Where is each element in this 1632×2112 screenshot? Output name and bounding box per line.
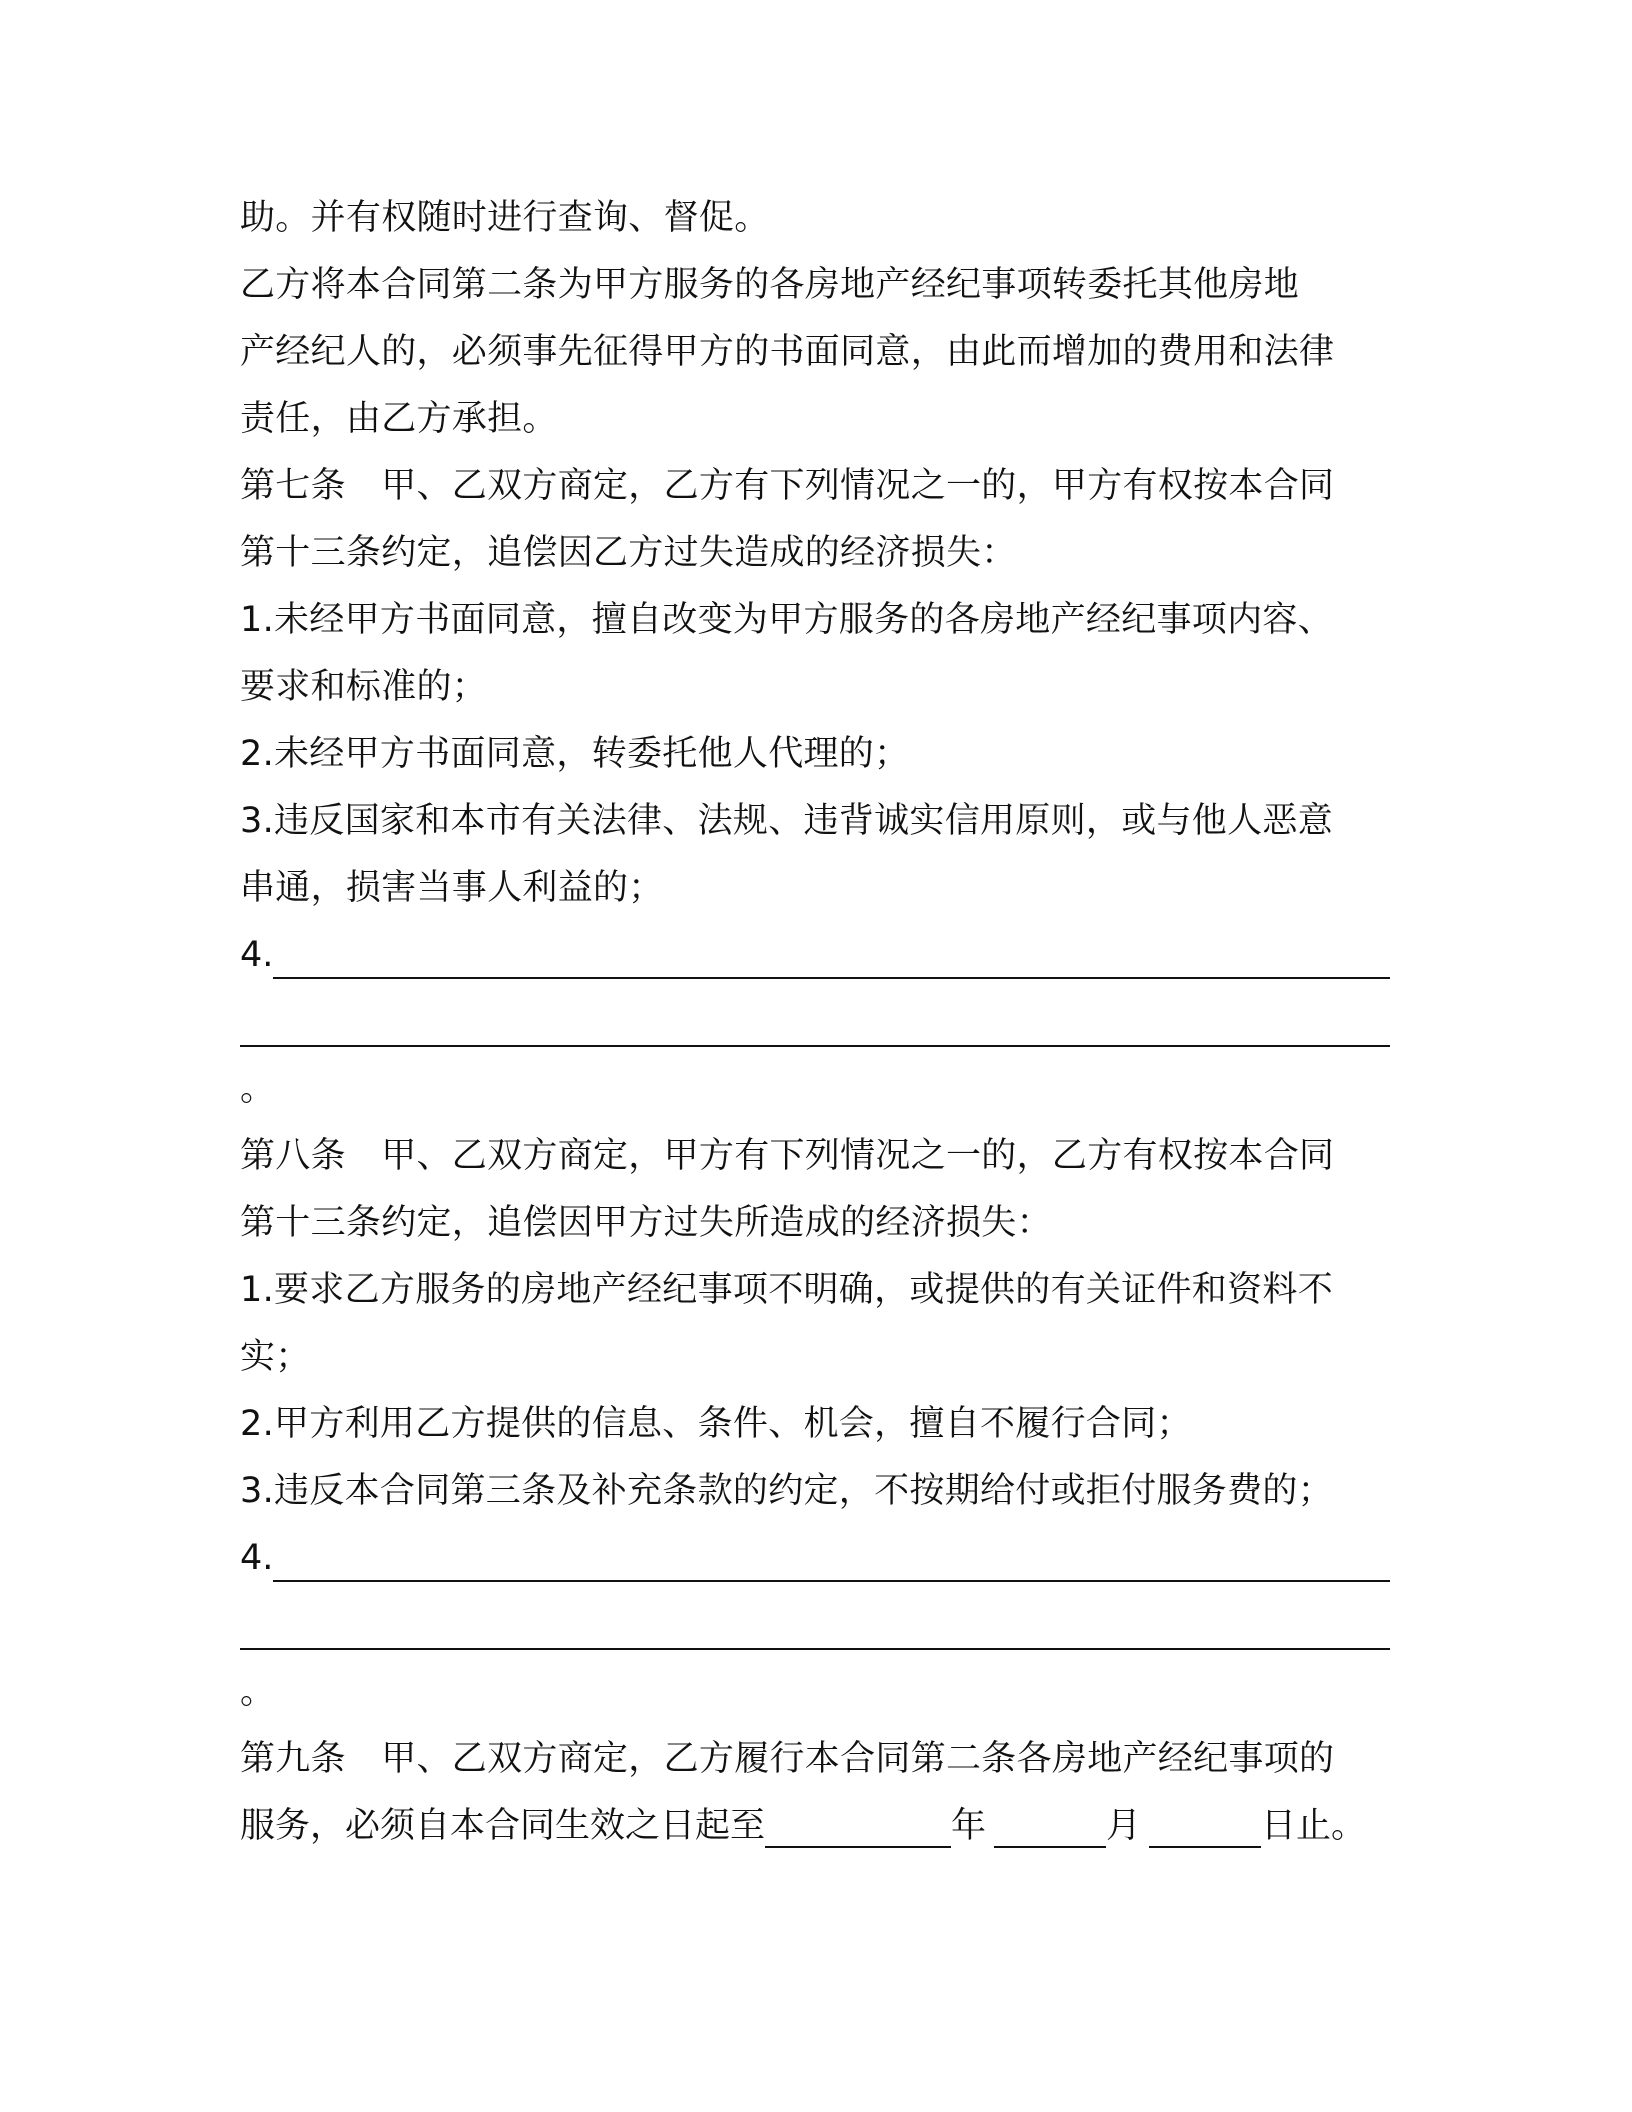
article-7-item-1: 1.未经甲方书面同意，擅自改变为甲方服务的各房地产经纪事项内容、 bbox=[240, 600, 1333, 640]
blank-underline bbox=[240, 1648, 1390, 1650]
paragraph-line: 第十三条约定，追偿因甲方过失所造成的经济损失： bbox=[240, 1203, 1052, 1243]
year-label: 年 bbox=[951, 1806, 987, 1846]
day-suffix: 日止。 bbox=[1261, 1806, 1367, 1846]
day-blank[interactable] bbox=[1149, 1846, 1261, 1848]
fill-in-blank-line[interactable] bbox=[273, 977, 1390, 979]
paragraph-line: 助。并有权随时进行查询、督促。 bbox=[240, 198, 770, 238]
paragraph-line: 责任，由乙方承担。 bbox=[240, 399, 558, 439]
end-mark: 。 bbox=[240, 1672, 276, 1712]
blank-underline bbox=[240, 1045, 1390, 1047]
article-7-item-3: 3.违反国家和本市有关法律、法规、违背诚实信用原则，或与他人恶意 bbox=[240, 801, 1333, 841]
month-blank[interactable] bbox=[994, 1846, 1106, 1848]
year-blank[interactable] bbox=[765, 1846, 951, 1848]
paragraph-line: 乙方将本合同第二条为甲方服务的各房地产经纪事项转委托其他房地 bbox=[240, 265, 1300, 305]
fill-in-blank-line[interactable] bbox=[273, 1580, 1390, 1582]
paragraph-line: 产经纪人的，必须事先征得甲方的书面同意，由此而增加的费用和法律 bbox=[240, 332, 1335, 372]
item-4-label: 4. bbox=[240, 935, 274, 975]
paragraph-line: 第十三条约定，追偿因乙方过失造成的经济损失： bbox=[240, 533, 1017, 573]
article-8-item-1: 1.要求乙方服务的房地产经纪事项不明确，或提供的有关证件和资料不 bbox=[240, 1270, 1333, 1310]
fill-in-blank-line[interactable] bbox=[240, 989, 1390, 1056]
contract-page bbox=[240, 185, 1390, 1860]
article-7-item-4 bbox=[240, 922, 1390, 989]
month-label: 月 bbox=[1106, 1806, 1142, 1846]
article-8-item-2: 2.甲方利用乙方提供的信息、条件、机会，擅自不履行合同； bbox=[240, 1404, 1192, 1444]
fill-in-blank-line[interactable] bbox=[240, 1592, 1390, 1659]
article-9-heading: 第九条 甲、乙双方商定，乙方履行本合同第二条各房地产经纪事项的 bbox=[240, 1739, 1335, 1779]
item-4-label: 4. bbox=[240, 1538, 274, 1578]
article-7-heading: 第七条 甲、乙双方商定，乙方有下列情况之一的，甲方有权按本合同 bbox=[240, 466, 1335, 506]
paragraph-line: 实； bbox=[240, 1337, 311, 1377]
paragraph-line: 要求和标准的； bbox=[240, 667, 488, 707]
end-mark: 。 bbox=[240, 1069, 276, 1109]
article-9-date-line bbox=[240, 1793, 1390, 1860]
paragraph-line: 串通，损害当事人利益的； bbox=[240, 868, 664, 908]
article-8-item-3: 3.违反本合同第三条及补充条款的约定，不按期给付或拒付服务费的； bbox=[240, 1471, 1333, 1511]
date-line-prefix: 服务，必须自本合同生效之日起至 bbox=[240, 1806, 766, 1846]
article-7-item-2: 2.未经甲方书面同意，转委托他人代理的； bbox=[240, 734, 910, 774]
article-8-heading: 第八条 甲、乙双方商定，甲方有下列情况之一的，乙方有权按本合同 bbox=[240, 1136, 1335, 1176]
article-8-item-4 bbox=[240, 1525, 1390, 1592]
